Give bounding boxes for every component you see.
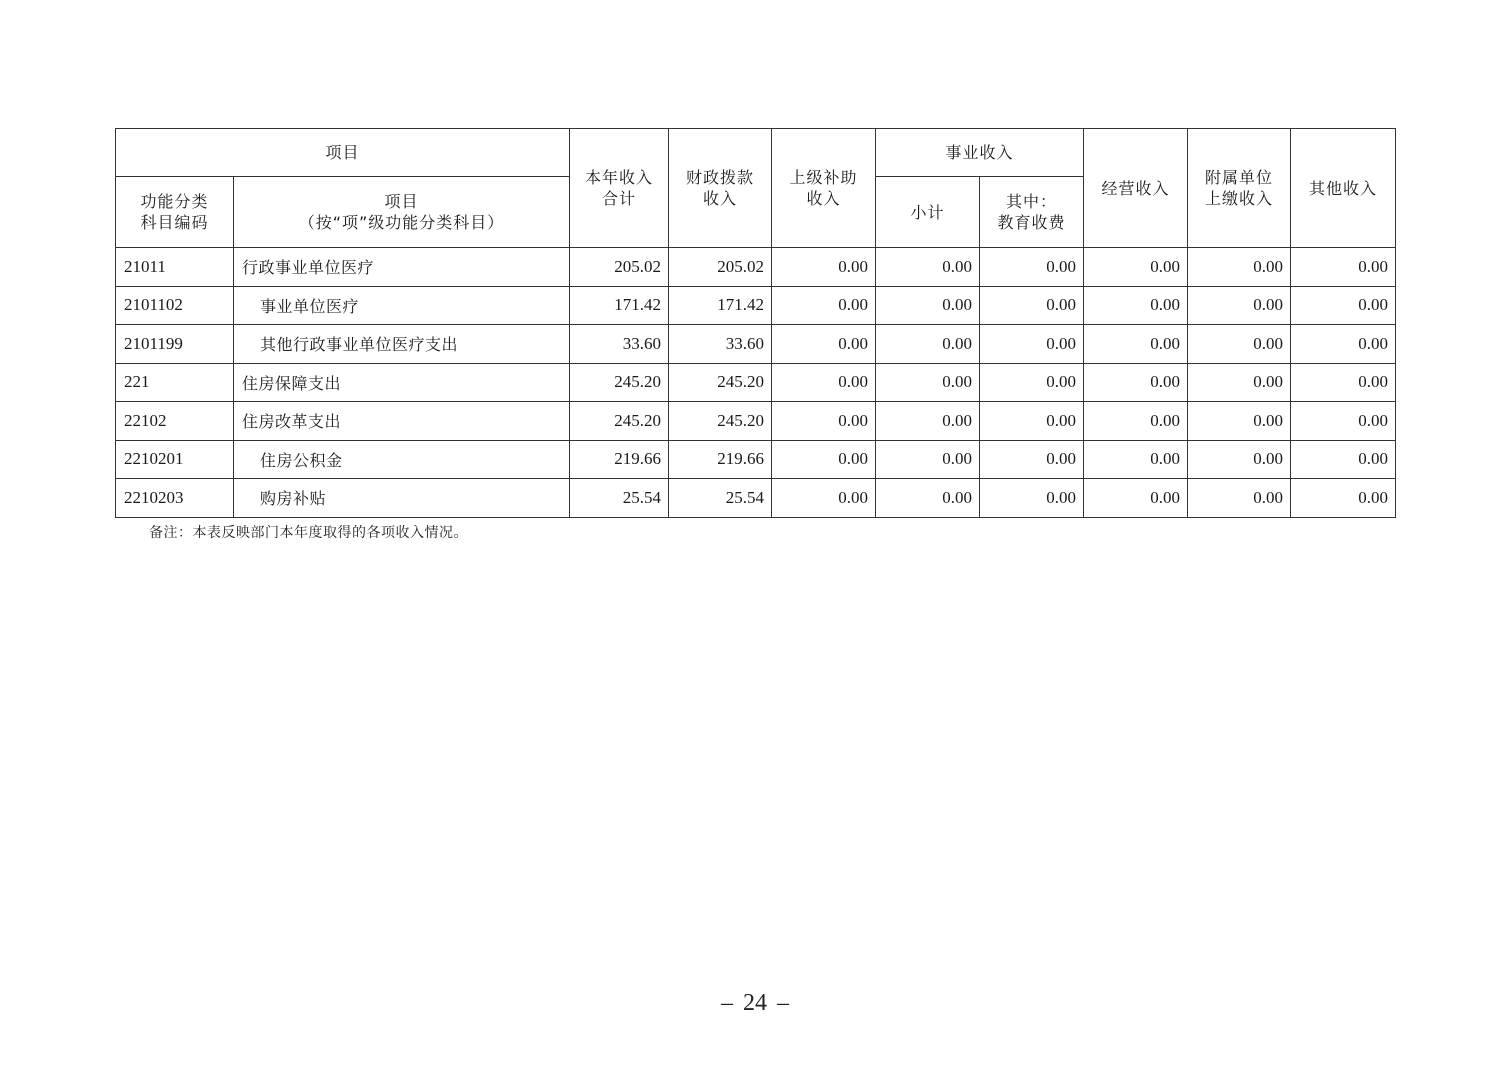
row-operating: 0.00: [1084, 248, 1188, 287]
row-affiliated: 0.00: [1188, 363, 1291, 402]
row-education: 0.00: [980, 363, 1084, 402]
header-function-code: [116, 177, 234, 248]
header-function-code-line1: 功能分类: [140, 192, 209, 211]
table-row: [116, 402, 1396, 441]
row-subtotal: 0.00: [876, 363, 980, 402]
row-name: 事业单位医疗: [234, 286, 570, 325]
row-operating: 0.00: [1084, 440, 1188, 479]
page-number-left-dash: –: [721, 990, 733, 1016]
header-total-income-line2: 合计: [602, 189, 637, 208]
row-superior: 0.00: [772, 402, 876, 441]
row-name: 住房保障支出: [234, 363, 570, 402]
row-superior: 0.00: [772, 248, 876, 287]
row-other: 0.00: [1291, 440, 1396, 479]
row-fiscal: 245.20: [669, 402, 772, 441]
row-education: 0.00: [980, 248, 1084, 287]
row-superior: 0.00: [772, 286, 876, 325]
table-header: [116, 129, 1396, 248]
row-education: 0.00: [980, 402, 1084, 441]
row-total: 33.60: [570, 325, 669, 364]
row-superior: 0.00: [772, 325, 876, 364]
header-fiscal-appropriation: [669, 129, 772, 248]
table-row: [116, 440, 1396, 479]
row-affiliated: 0.00: [1188, 286, 1291, 325]
header-superior-line2: 收入: [806, 189, 841, 208]
row-other: 0.00: [1291, 402, 1396, 441]
row-total: 25.54: [570, 479, 669, 518]
row-subtotal: 0.00: [876, 440, 980, 479]
header-education-line2: 教育收费: [997, 213, 1066, 232]
row-other: 0.00: [1291, 248, 1396, 287]
row-education: 0.00: [980, 440, 1084, 479]
row-name: 行政事业单位医疗: [234, 248, 570, 287]
row-name: 住房公积金: [234, 440, 570, 479]
income-table: [115, 128, 1396, 518]
row-subtotal: 0.00: [876, 286, 980, 325]
header-total-income-line1: 本年收入: [585, 168, 654, 187]
header-project: 项目: [116, 129, 570, 177]
row-code: 22102: [116, 402, 234, 441]
header-item-line1: 项目: [384, 192, 419, 211]
header-fiscal-line2: 收入: [703, 189, 738, 208]
row-other: 0.00: [1291, 325, 1396, 364]
row-other: 0.00: [1291, 286, 1396, 325]
header-operating-income: 经营收入: [1084, 129, 1188, 248]
header-affiliated-line1: 附属单位: [1205, 168, 1274, 187]
page-number: [0, 990, 1510, 1017]
row-name: 购房补贴: [234, 479, 570, 518]
row-fiscal: 25.54: [669, 479, 772, 518]
header-function-code-line2: 科目编码: [140, 213, 209, 232]
row-fiscal: 245.20: [669, 363, 772, 402]
header-subtotal: 小计: [876, 177, 980, 248]
row-code: 221: [116, 363, 234, 402]
row-superior: 0.00: [772, 479, 876, 518]
row-fiscal: 171.42: [669, 286, 772, 325]
header-fiscal-line1: 财政拨款: [686, 168, 755, 187]
row-fiscal: 33.60: [669, 325, 772, 364]
row-subtotal: 0.00: [876, 402, 980, 441]
header-item: [234, 177, 570, 248]
row-subtotal: 0.00: [876, 248, 980, 287]
table-row: [116, 363, 1396, 402]
row-code: 2101199: [116, 325, 234, 364]
row-other: 0.00: [1291, 479, 1396, 518]
row-education: 0.00: [980, 479, 1084, 518]
row-code: 2210203: [116, 479, 234, 518]
header-affiliated-income: [1188, 129, 1291, 248]
row-superior: 0.00: [772, 440, 876, 479]
row-operating: 0.00: [1084, 402, 1188, 441]
row-superior: 0.00: [772, 363, 876, 402]
header-item-line2: （按“项”级功能分类科目）: [298, 213, 505, 232]
row-total: 245.20: [570, 363, 669, 402]
page-number-value: 24: [743, 990, 767, 1016]
row-code: 21011: [116, 248, 234, 287]
header-affiliated-line2: 上缴收入: [1205, 189, 1274, 208]
row-name: 住房改革支出: [234, 402, 570, 441]
row-affiliated: 0.00: [1188, 402, 1291, 441]
table-row: [116, 325, 1396, 364]
row-operating: 0.00: [1084, 363, 1188, 402]
header-education-fees: [980, 177, 1084, 248]
row-code: 2101102: [116, 286, 234, 325]
row-operating: 0.00: [1084, 479, 1188, 518]
row-education: 0.00: [980, 325, 1084, 364]
table-row: [116, 479, 1396, 518]
row-subtotal: 0.00: [876, 479, 980, 518]
row-total: 245.20: [570, 402, 669, 441]
row-subtotal: 0.00: [876, 325, 980, 364]
header-total-income: [570, 129, 669, 248]
row-education: 0.00: [980, 286, 1084, 325]
header-education-line1: 其中：: [1006, 192, 1058, 211]
row-affiliated: 0.00: [1188, 479, 1291, 518]
row-total: 219.66: [570, 440, 669, 479]
table-body: [116, 248, 1396, 518]
row-affiliated: 0.00: [1188, 325, 1291, 364]
row-fiscal: 205.02: [669, 248, 772, 287]
row-affiliated: 0.00: [1188, 248, 1291, 287]
header-superior-line1: 上级补助: [789, 168, 858, 187]
row-operating: 0.00: [1084, 325, 1188, 364]
row-affiliated: 0.00: [1188, 440, 1291, 479]
header-other-income: 其他收入: [1291, 129, 1396, 248]
row-name: 其他行政事业单位医疗支出: [234, 325, 570, 364]
table-row: [116, 286, 1396, 325]
page-number-right-dash: –: [777, 990, 789, 1016]
header-superior-subsidy: [772, 129, 876, 248]
row-total: 171.42: [570, 286, 669, 325]
header-business-income: 事业收入: [876, 129, 1084, 177]
row-operating: 0.00: [1084, 286, 1188, 325]
row-code: 2210201: [116, 440, 234, 479]
row-other: 0.00: [1291, 363, 1396, 402]
table-row: [116, 248, 1396, 287]
row-total: 205.02: [570, 248, 669, 287]
row-fiscal: 219.66: [669, 440, 772, 479]
table-note: 备注：本表反映部门本年度取得的各项收入情况。: [149, 525, 468, 541]
